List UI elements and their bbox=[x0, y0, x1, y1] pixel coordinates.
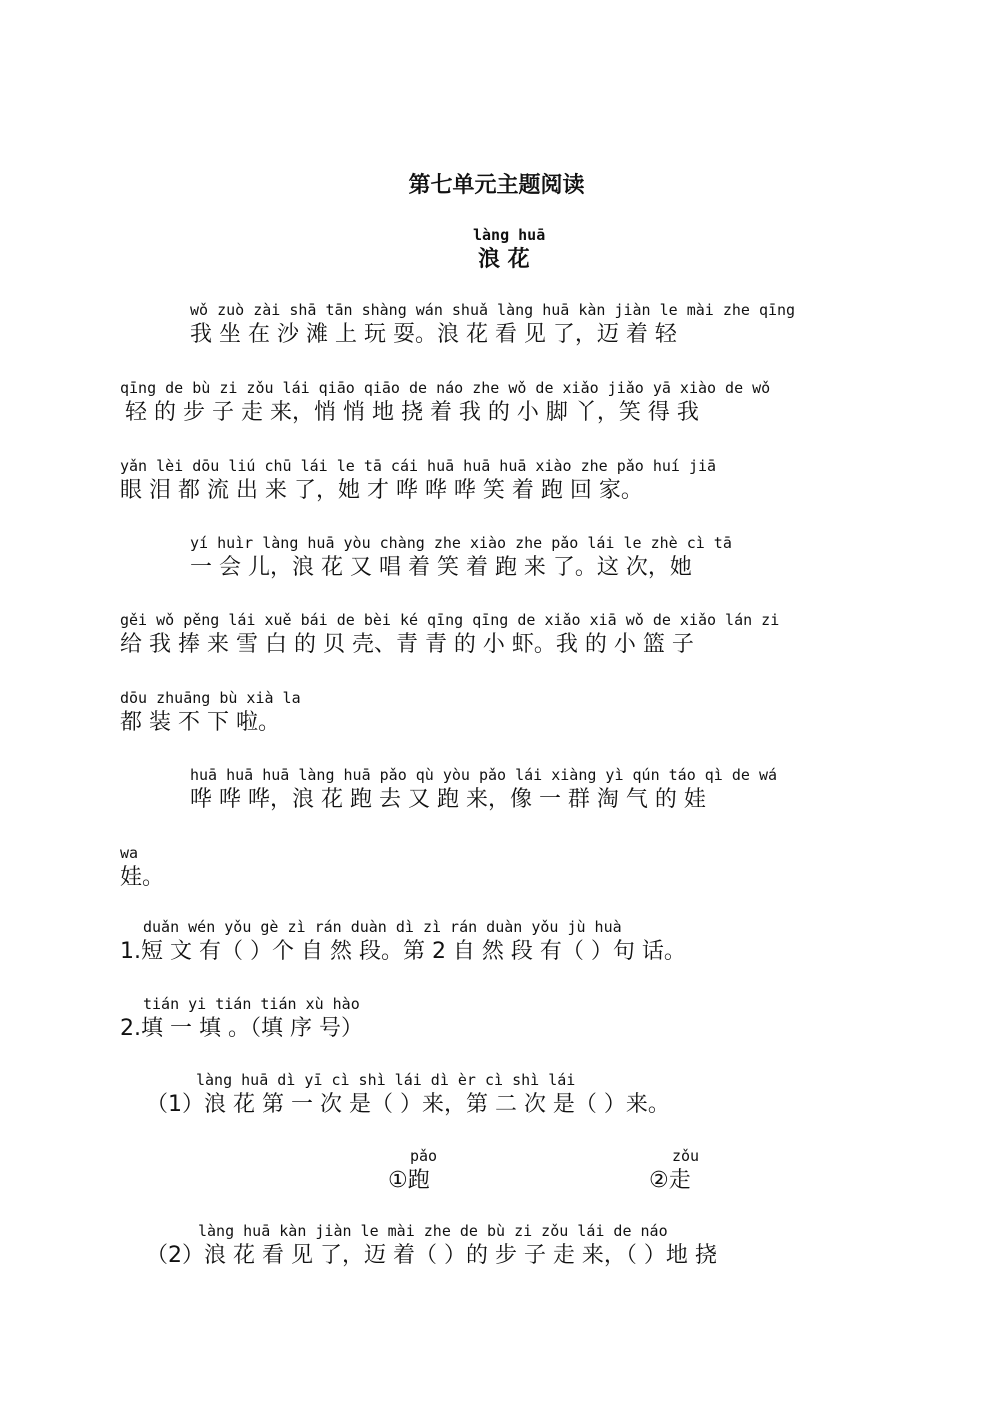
hanzi-line: 1.短 文 有（ ）个 自 然 段。第 2 自 然 段 有（ ）句 话。 bbox=[120, 939, 686, 964]
pinyin-line: yí huìr làng huā yòu chàng zhe xiào zhe pǎo lái le zhè cì tā bbox=[190, 534, 732, 552]
hanzi-line: 给 我 捧 来 雪 白 的 贝 壳、青 青 的 小 虾。我 的 小 篮 子 bbox=[120, 632, 694, 657]
text-line bbox=[0, 457, 993, 517]
pinyin-line: pǎo bbox=[410, 1147, 438, 1165]
pinyin-line: qīng de bù zi zǒu lái qiāo qiāo de náo zhe wǒ de xiǎo jiǎo yā xiào de wǒ bbox=[120, 379, 771, 397]
pinyin-line: yǎn lèi dōu liú chū lái le tā cái huā huā huā xiào zhe pǎo huí jiā bbox=[120, 457, 717, 475]
text-line bbox=[0, 1071, 993, 1131]
pinyin-line: tián yi tián tián xù hào bbox=[143, 995, 360, 1013]
text-line bbox=[0, 379, 993, 439]
pinyin-line: làng huā kàn jiàn le mài zhe de bù zi zǒu lái de náo bbox=[198, 1222, 668, 1240]
hanzi-line: 2.填 一 填 。（填 序 号） bbox=[120, 1016, 363, 1041]
hanzi-line: 我 坐 在 沙 滩 上 玩 耍。浪 花 看 见 了，迈 着 轻 bbox=[190, 322, 677, 347]
pinyin-line: làng huā bbox=[473, 226, 546, 244]
page-title: 第七单元主题阅读 bbox=[408, 173, 585, 198]
hanzi-line: 浪 花 bbox=[478, 247, 530, 272]
pinyin-line: zǒu bbox=[672, 1147, 700, 1165]
pinyin-line: dōu zhuāng bù xià la bbox=[120, 689, 301, 707]
hanzi-line: ①跑 bbox=[388, 1168, 430, 1193]
pinyin-line: wǒ zuò zài shā tān shàng wán shuǎ làng huā kàn jiàn le mài zhe qīng bbox=[190, 301, 796, 319]
hanzi-line: 轻 的 步 子 走 来，悄 悄 地 挠 着 我 的 小 脚 丫，笑 得 我 bbox=[125, 400, 699, 425]
pinyin-line: duǎn wén yǒu gè zì rán duàn dì zì rán duàn yǒu jù huà bbox=[143, 918, 622, 936]
pinyin-line: huā huā huā làng huā pǎo qù yòu pǎo lái xiàng yì qún táo qì de wá bbox=[190, 766, 777, 784]
hanzi-line: （1）浪 花 第 一 次 是（ ）来，第 二 次 是（ ）来。 bbox=[146, 1092, 670, 1117]
hanzi-line: 娃。 bbox=[120, 865, 165, 890]
hanzi-line: 都 装 不 下 啦。 bbox=[120, 710, 280, 735]
text-line bbox=[0, 766, 993, 826]
text-line bbox=[0, 1222, 993, 1282]
text-line bbox=[0, 918, 993, 978]
pinyin-line: làng huā dì yī cì shì lái dì èr cì shì lái bbox=[196, 1071, 576, 1089]
text-line bbox=[0, 301, 993, 361]
text-line bbox=[0, 611, 993, 671]
hanzi-line: （2）浪 花 看 见 了，迈 着（ ）的 步 子 走 来，（ ）地 挠 bbox=[146, 1243, 717, 1268]
hanzi-line: 眼 泪 都 流 出 来 了，她 才 哗 哗 哗 笑 着 跑 回 家。 bbox=[120, 478, 643, 503]
text-line bbox=[0, 534, 993, 594]
text-line bbox=[0, 226, 993, 286]
text-line bbox=[0, 844, 993, 904]
hanzi-line: 一 会 儿，浪 花 又 唱 着 笑 着 跑 来 了。这 次，她 bbox=[190, 555, 692, 580]
hanzi-line: 哗 哗 哗，浪 花 跑 去 又 跑 来，像 一 群 淘 气 的 娃 bbox=[190, 787, 706, 812]
pinyin-line: gěi wǒ pěng lái xuě bái de bèi ké qīng qīng de xiǎo xiā wǒ de xiǎo lán zi bbox=[120, 611, 780, 629]
text-line bbox=[0, 1147, 993, 1207]
hanzi-line: ②走 bbox=[649, 1168, 691, 1193]
pinyin-line: wa bbox=[120, 844, 139, 862]
text-line bbox=[0, 689, 993, 749]
text-line bbox=[0, 995, 993, 1055]
